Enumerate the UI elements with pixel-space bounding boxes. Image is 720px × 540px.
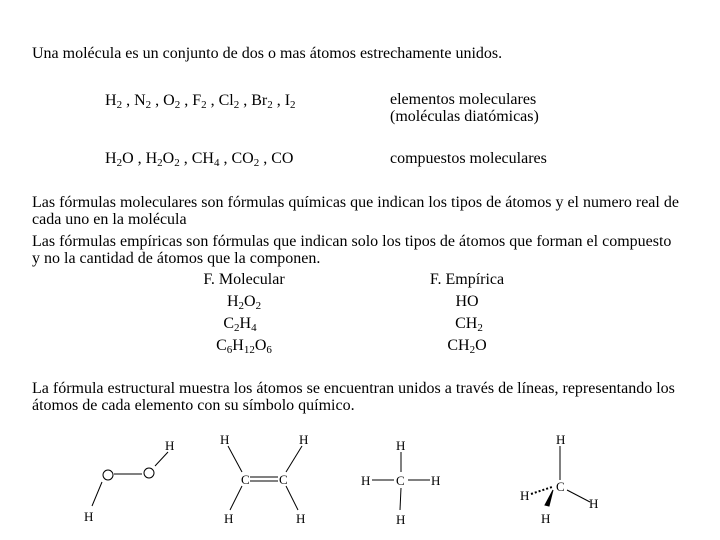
molecular-h2o2: $H_2O_2$ — [226, 293, 262, 312]
c2h4-h3: H — [224, 511, 234, 526]
diatomic-label-line2: (moléculas diatómicas) — [390, 108, 539, 125]
diatomic-formula: $I_2$ — [284, 92, 296, 111]
structure-c2h4 — [228, 446, 302, 510]
diatomic-formula: $O_2$ , — [163, 92, 193, 111]
diatomic-label-line1: elementos moleculares — [390, 91, 537, 108]
empirical-ch2: $CH_2$ — [455, 315, 483, 334]
intro-text: Una molécula es un conjunto de dos o mas átomos estrechamente unidos. — [32, 45, 503, 62]
ch4-3d-h-right: H — [589, 496, 599, 511]
c2h4-h2: H — [299, 432, 309, 447]
molecular-c2h4: $C_2H_4$ — [223, 315, 257, 334]
compound-label: compuestos moleculares — [390, 150, 547, 167]
ch4-h-top: H — [396, 438, 406, 453]
h2o2-h-top: H — [165, 438, 175, 453]
c2h4-h1: H — [220, 432, 230, 447]
ch4-3d-c: C — [556, 479, 565, 494]
ch4-h-right: H — [431, 473, 441, 488]
empirical-formula-paragraph: Las fórmulas empíricas son fórmulas que indican solo los tipos de átomos que forman el compuesto y no la cantidad de átomos que la componen. — [32, 233, 672, 267]
ch4-h-left: H — [361, 473, 371, 488]
diatomic-formula: $Br_2$ , — [251, 92, 285, 111]
empirical-ch2o: $CH_2O$ — [447, 337, 487, 356]
structure-h2o2 — [92, 452, 168, 506]
c2h4-c2: C — [279, 472, 288, 487]
diatomic-label — [390, 91, 539, 125]
header-molecular: F. Molecular — [203, 271, 285, 288]
structure-ch4-3d — [531, 446, 590, 506]
h2o2-h-bottom: H — [84, 509, 94, 524]
ch4-3d-h-top: H — [556, 432, 566, 447]
structural-formula-paragraph: La fórmula estructural muestra los átomos se encuentran unidos a través de líneas, representando los átomos de cada elemento con su símbolo químico. — [32, 380, 675, 414]
ch4-3d-h-bottom: H — [541, 511, 551, 526]
diatomic-formulas — [105, 92, 296, 109]
c2h4-c1: C — [241, 472, 250, 487]
molecular-c6h12o6: $C_6H_{12}O_6$ — [216, 337, 272, 356]
empirical-ho: HO — [455, 293, 479, 310]
c2h4-h4: H — [296, 511, 306, 526]
ch4-3d-h-left: H — [520, 488, 530, 503]
header-empirical: F. Empírica — [429, 271, 505, 288]
ch4-c: C — [396, 473, 405, 488]
diatomic-formula: $H_2$ , — [105, 92, 135, 111]
molecular-formula-paragraph: Las fórmulas moleculares son fórmulas químicas que indican los tipos de átomos y el numero real de cada uno en la molécula — [32, 194, 679, 228]
diatomic-formula: $N_2$ , — [134, 92, 164, 111]
diatomic-formula: $F_2$ , — [192, 92, 219, 111]
structural-diagrams — [0, 410, 720, 540]
ch4-h-bottom: H — [396, 512, 406, 527]
diatomic-formula: $Cl_2$ , — [218, 92, 252, 111]
compound-formulas: $H_2O$ , $H_2O_2$ , $CH_4$ , $CO_2$ , CO — [105, 150, 294, 169]
